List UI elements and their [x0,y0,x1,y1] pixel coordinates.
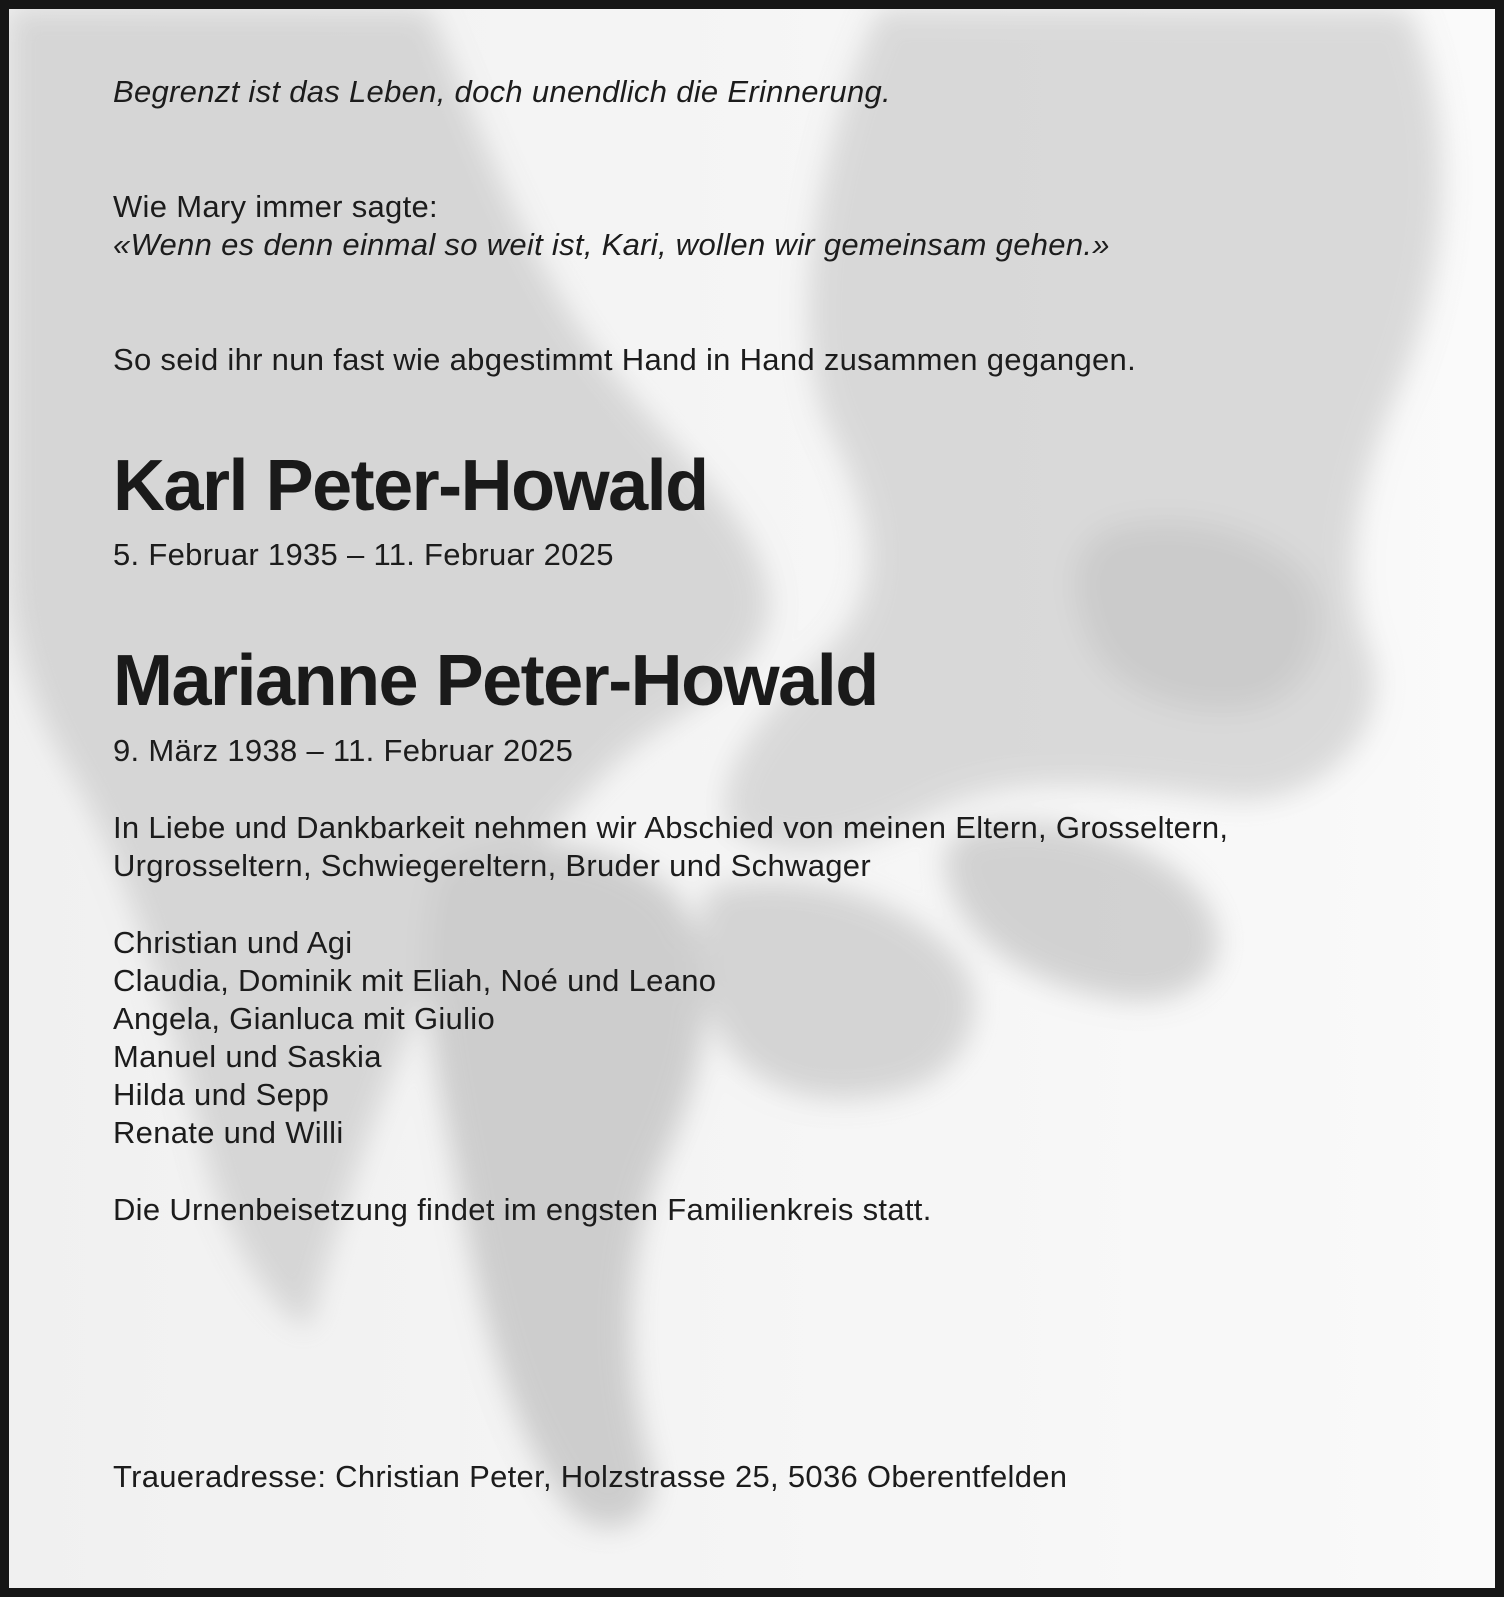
mourner-line: Manuel und Saskia [113,1039,382,1074]
mourner-line: Claudia, Dominik mit Eliah, Noé und Leano [113,963,717,998]
motto: Begrenzt ist das Leben, doch unendlich die Erinnerung. [113,74,891,109]
deceased-dates-karl: 5. Februar 1935 – 11. Februar 2025 [113,537,614,572]
farewell-line: In Liebe und Dankbarkeit nehmen wir Abschied von meinen Eltern, Grosseltern, [113,810,1229,845]
mourner-line: Renate und Willi [113,1115,344,1150]
mourner-line: Hilda und Sepp [113,1077,330,1112]
burial-note: Die Urnenbeisetzung findet im engsten Familienkreis statt. [113,1192,932,1227]
mourning-address: Traueradresse: Christian Peter, Holzstrasse 25, 5036 Oberentfelden [113,1459,1068,1494]
deceased-dates-marianne: 9. März 1938 – 11. Februar 2025 [113,733,574,768]
quote-intro: Wie Mary immer sagte: [113,189,438,224]
mourner-line: Angela, Gianluca mit Giulio [113,1001,496,1036]
mourner-line: Christian und Agi [113,925,353,960]
quote: «Wenn es denn einmal so weit ist, Kari, wollen wir gemeinsam gehen.» [113,227,1110,262]
deceased-name-karl: Karl Peter-Howald [113,446,708,526]
deceased-name-marianne: Marianne Peter-Howald [113,641,878,721]
farewell-line: Urgrosseltern, Schwiegereltern, Bruder und Schwager [113,848,871,883]
statement: So seid ihr nun fast wie abgestimmt Hand in Hand zusammen gegangen. [113,342,1136,377]
